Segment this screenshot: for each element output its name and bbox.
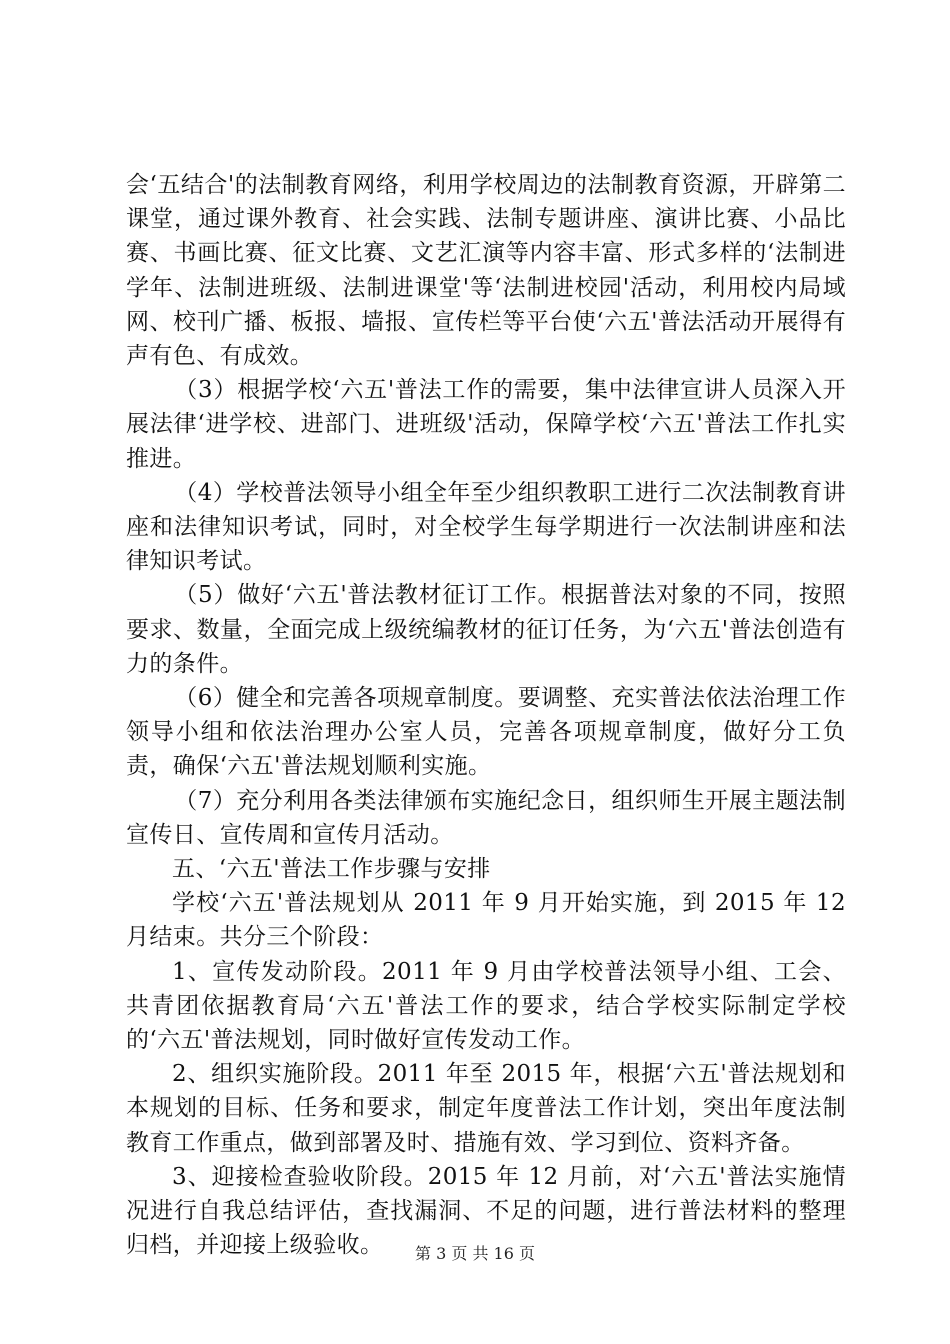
paragraph-schedule-intro: 学校‘六五'普法规划从 2011 年 9 月开始实施，到 2015 年 12 月结束。共分三个阶段： <box>126 890 846 951</box>
paragraph-stage-2: 2、组织实施阶段。2011 年至 2015 年，根据‘六五'普法规划和本规划的目标、任务和要求，制定年度普法工作计划，突出年度法制教育工作重点，做到部署及时、措施有效、学习到位、资料齐备。 <box>126 1061 846 1156</box>
paragraph-stage-1: 1、宣传发动阶段。2011 年 9 月由学校普法领导小组、工会、共青团依据教育局‘六五'普法工作的要求，结合学校实际制定学校的‘六五'普法规划，同时做好宣传发动工作。 <box>126 958 846 1054</box>
page-number-footer: 第 3 页 共 16 页 <box>415 1244 535 1263</box>
paragraph-item-7: （7）充分利用各类法律颁布实施纪念日，组织师生开展主题法制宣传日、宣传周和宣传月活动。 <box>126 787 846 848</box>
paragraph-item-4: （4）学校普法领导小组全年至少组织教职工进行二次法制教育讲座和法律知识考试，同时，对全校学生每学期进行一次法制讲座和法律知识考试。 <box>126 479 846 575</box>
paragraph-continuation: 会‘五结合'的法制教育网络，利用学校周边的法制教育资源，开辟第二课堂，通过课外教育、社会实践、法制专题讲座、演讲比赛、小品比赛、书画比赛、征文比赛、文艺汇演等内容丰富、形式多样的‘法制进学年、法制进班级、法制进课堂'等‘法制进校园'活动，利用校内局域网、校刊广播、板报、墙报、宣传栏等平台使‘六五'普法活动开展得有声有色、有成效。 <box>126 172 846 370</box>
paragraph-item-5: （5）做好‘六五'普法教材征订工作。根据普法对象的不同，按照要求、数量，全面完成上级统编教材的征订任务，为‘六五'普法创造有力的条件。 <box>126 582 846 677</box>
document-body <box>126 168 846 1263</box>
paragraph-item-3: （3）根据学校‘六五'普法工作的需要，集中法律宣讲人员深入开展法律‘进学校、进部门、进班级'活动，保障学校‘六五'普法工作扎实推进。 <box>126 377 846 472</box>
paragraph-item-6: （6）健全和完善各项规章制度。要调整、充实普法依法治理工作领导小组和依法治理办公室人员，完善各项规章制度，做好分工负责，确保‘六五'普法规划顺利实施。 <box>126 685 846 780</box>
paragraph-stage-3: 3、迎接检查验收阶段。2015 年 12 月前，对‘六五'普法实施情况进行自我总结评估，查找漏洞、不足的问题，进行普法材料的整理归档，并迎接上级验收。 <box>126 1163 846 1259</box>
section-heading-5: 五、‘六五'普法工作步骤与安排 <box>172 856 491 883</box>
